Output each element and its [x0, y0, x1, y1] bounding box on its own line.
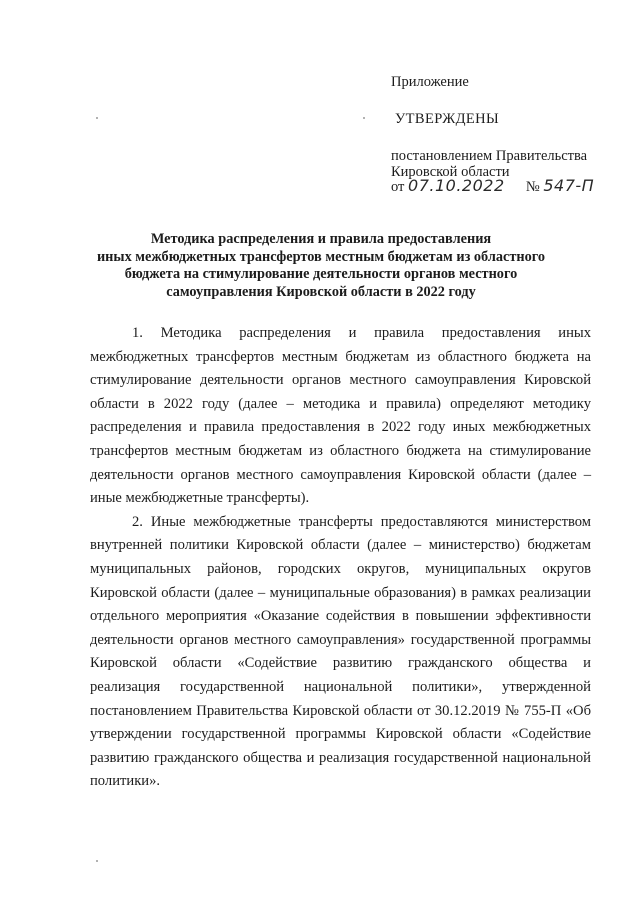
- number-prefix: №: [525, 179, 540, 195]
- title-line: Методика распределения и правила предоставления: [150, 231, 492, 247]
- title-line: бюджета на стимулирование деятельности органов местного: [124, 266, 518, 282]
- title-line: самоуправления Кировской области в 2022 году: [166, 283, 476, 300]
- resolution-line: постановлением Правительства: [391, 148, 588, 164]
- appendix-label: Приложение: [391, 74, 469, 90]
- date-prefix: от: [391, 179, 405, 195]
- date-number-line: [391, 177, 594, 196]
- scan-speck: [96, 860, 98, 862]
- handwritten-date: 07.10.2022: [408, 176, 505, 195]
- handwritten-number: 547-П: [543, 176, 595, 195]
- region-line: Кировской области: [391, 164, 510, 180]
- scan-speck: [363, 117, 365, 119]
- approved-label: УТВЕРЖДЕНЫ: [395, 111, 500, 127]
- paragraph-1: 1. Методика распределения и правила предоставления иных межбюджетных трансфертов местным бюджетам из областного бюджета на стимулирование деятельности органов местного самоуправления Кировской области в 2022 году (далее – методика и правила) определяют методику распределения и правила предоставления в 2022 году иных межбюджетных трансфертов местным бюджетам из областного бюджета на стимулирование деятельности органов местного самоуправления Кировской области (далее – иные межбюджетные трансферты).: [90, 325, 591, 507]
- paragraph-2: 2. Иные межбюджетные трансферты предоставляются министерством внутренней политики Кировской области (далее – министерство) бюджетам муниципальных районов, городских округов, муниципальных округов Кировской области (далее – муниципальные образования) в рамках реализации отдельного мероприятия «Оказание содействия в повышении эффективности деятельности органов местного самоуправления» государственной программы Кировской области «Содействие развитию гражданского общества и реализация государственной национальной политики», утвержденной постановлением Правительства Кировской области от 30.12.2019 № 755-П «Об утверждении государственной программы Кировской области «Содействие развитию гражданского общества и реализация государственной национальной политики».: [90, 513, 591, 790]
- document-title: [90, 231, 552, 301]
- scan-speck: [96, 117, 98, 119]
- document-body: [90, 322, 591, 794]
- title-line: иных межбюджетных трансфертов местным бюджетам из областного: [96, 248, 546, 265]
